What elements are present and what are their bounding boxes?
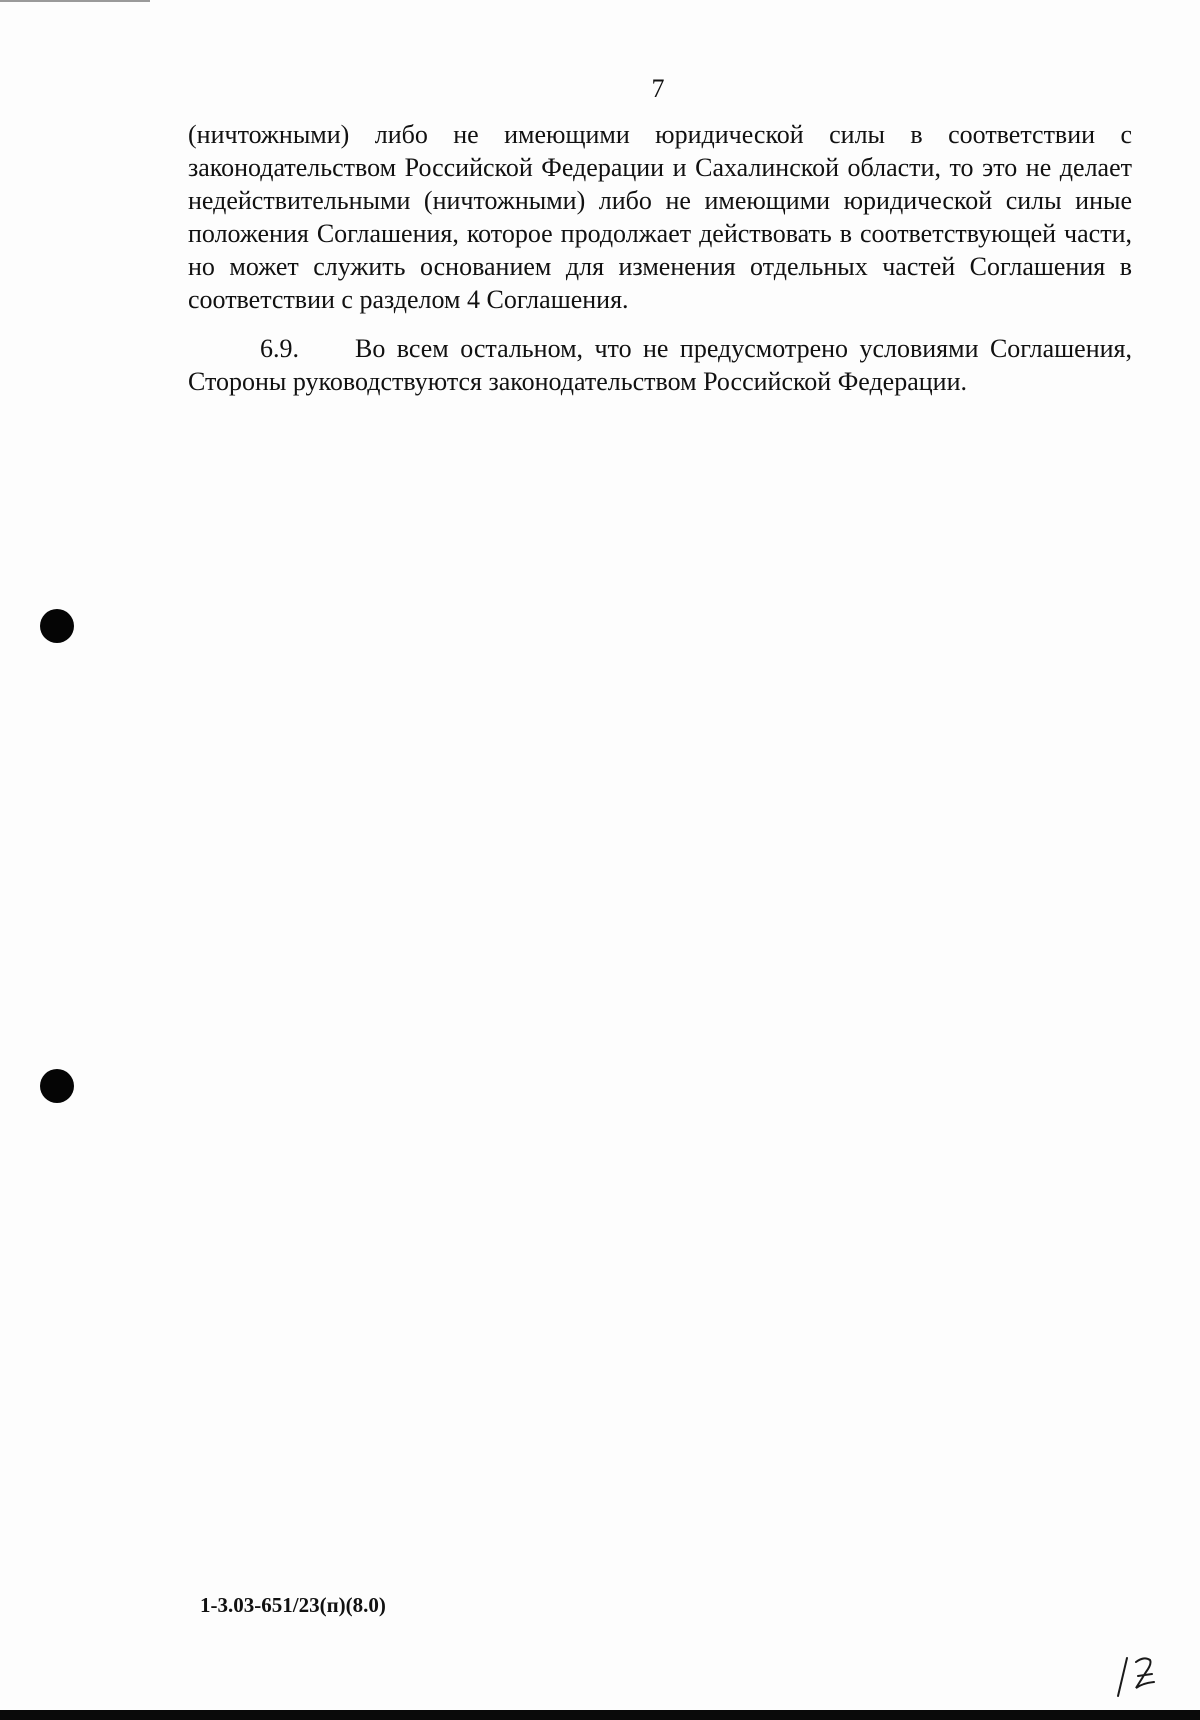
scan-bottom-edge (0, 1710, 1200, 1720)
punch-hole-lower (40, 1069, 74, 1103)
top-edge-line (0, 0, 150, 2)
punch-hole-upper (40, 609, 74, 643)
handwritten-page-mark-icon (1110, 1652, 1160, 1698)
paragraph-number: 6.9. (260, 334, 299, 363)
paragraph-text: Во всем остальном, что не предусмотрено условиями Соглашения, Стороны руководствуются законодательством Российской Федерации. (188, 334, 1132, 396)
paragraph-continuation: (ничтожными) либо не имеющими юридической силы в соответствии с законодательством Российской Федерации и Сахалинской области, то это не делает недействительными (ничтожными) либо не имеющими юридической силы иные положения Соглашения, которое продолжает действовать в соответствующей части, но может служить основанием для изменения отдельных частей Соглашения в соответствии с разделом 4 Соглашения. (188, 120, 1132, 314)
paragraph-6-9 (188, 332, 1132, 398)
page-number: 7 (651, 74, 665, 103)
document-code: 1-3.03-651/23(п)(8.0) (200, 1593, 386, 1617)
